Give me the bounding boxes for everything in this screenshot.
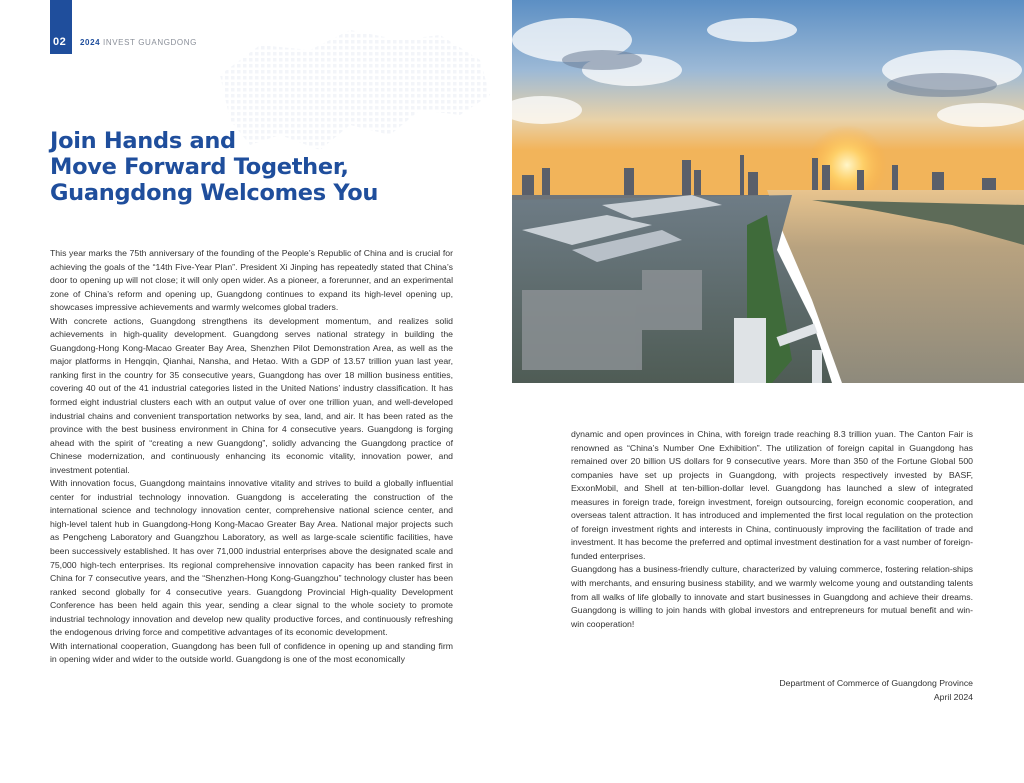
paragraph: With innovation focus, Guangdong maintains innovative vitality and strives to build a globally influential center for industrial technology innovation. Guangdong is accelerating the construction of the international science and technology innovation center, comprehensive national science center, and high-level talent hub in Guangdong-Hong Kong-Macao Greater Bay Area. National major projects such as Pengcheng Laboratory and Guangzhou Laboratory, as well as large-scale scientific facilities, have been successively established. It has over 71,000 industrial enterprises above the designated scale and 75,000 high-tech enterprises. Its regional comprehensive innovation capacity has been ranked first in China for 7 consecutive years, and the “Shenzhen-Hong Kong-Guangzhou” technology cluster has been ranked second globally for 4 consecutive years. Guangdong Provincial High-quality Development Conference has been held again this year, sending a clear signal to the whole society to promote industrial technology innovation and develop new quality productive forces, and continuously refreshing the endogenous driving force and competitive advantages of its economic development. xyxy=(50,478,453,638)
signature-department: Department of Commerce of Guangdong Province xyxy=(779,678,973,688)
header-label-text: INVEST GUANGDONG xyxy=(100,38,197,47)
paragraph: With international cooperation, Guangdong has been full of confidence in opening up and standing firm in opening wider and wider to the outside world. Guangdong is one of the most economically xyxy=(50,640,453,665)
city-skyline-photo xyxy=(512,0,1024,383)
signature-block xyxy=(779,676,973,704)
running-header xyxy=(80,38,197,47)
body-column-right xyxy=(571,428,973,631)
title-line-3: Guangdong Welcomes You xyxy=(50,180,379,206)
page-number: 02 xyxy=(53,36,67,48)
header-year: 2024 xyxy=(80,38,101,47)
paragraph: This year marks the 75th anniversary of the founding of the People’s Republic of China and is crucial for achieving the goals of the “14th Five-Year Plan”. President Xi Jinping has repeatedly stated that China’s door to opening up will not close; it will only open wider. As a pioneer, a forerunner, and an experimental zone of China’s reform and opening up, Guangdong continues to expand its high-level opening up, showcases impressive achievements and warmly welcomes global traders. xyxy=(50,248,453,313)
signature-date: April 2024 xyxy=(933,692,973,702)
paragraph: Guangdong has a business-friendly culture, characterized by valuing commerce, fostering relation-ships with merchants, and ensuring business stability, and we warmly welcome young and outstanding talents from all walks of life globally to innovate and start businesses in Guangdong and achieve their dreams. Guangdong is willing to join hands with global investors and entrepreneurs for mutual benefit and win-win cooperation! xyxy=(571,564,973,629)
body-column-left xyxy=(50,247,453,667)
page-title xyxy=(50,128,470,206)
title-line-1: Join Hands and xyxy=(50,128,236,154)
paragraph: dynamic and open provinces in China, with foreign trade reaching 8.3 trillion yuan. The Canton Fair is renowned as “China’s Number One Exhibition”. The utilization of foreign capital in Guangdong has remained over 20 billion US dollars for 9 consecutive years. More than 350 of the Fortune Global 500 companies have set up projects in Guangdong, with projects respectively invested by BASF, ExxonMobil, and Shell at ten-billion-dollar level. Guangdong has launched a slew of integrated measures in foreign trade, foreign investment, foreign outsourcing, foreign economic cooperation, and overseas talent attraction. It has introduced and implemented the first local regulation on the protection of foreign investment rights and interests in China, continuously improving the facilitation of trade and investment. It has become the preferred and optimal investment destination for a vast number of foreign-funded enterprises. xyxy=(571,429,973,561)
title-line-2: Move Forward Together, xyxy=(50,154,349,180)
paragraph: With concrete actions, Guangdong strengthens its development momentum, and realizes solid achievements in high-quality development. Guangdong serves national strategy in building the Guangdong-Hong Kong-Macao Greater Bay Area, Shenzhen Pilot Demonstration Area, as well as the major platforms in Hengqin, Qianhai, Nansha, and Hetao. With a GDP of 13.57 trillion yuan last year, ranking first in the country for 35 consecutive years, Guangdong has over 18 million business entities, covering 40 out of the 41 industrial categories listed in the United Nations’ industry classification. It has formed eight industrial clusters each with an output value of over one trillion yuan, and well-developed industrial chains and convenient transportation networks by sea, land, and air. It has been rated as the province with the best business environment in China for 4 consecutive years. Guangdong is forging ahead with the spirit of “creating a new Guangdong”, solidly advancing the Guangdong practice of Chinese modernization, and continuously enhancing its economic vitality, innovation power, and investment potential. xyxy=(50,315,453,475)
